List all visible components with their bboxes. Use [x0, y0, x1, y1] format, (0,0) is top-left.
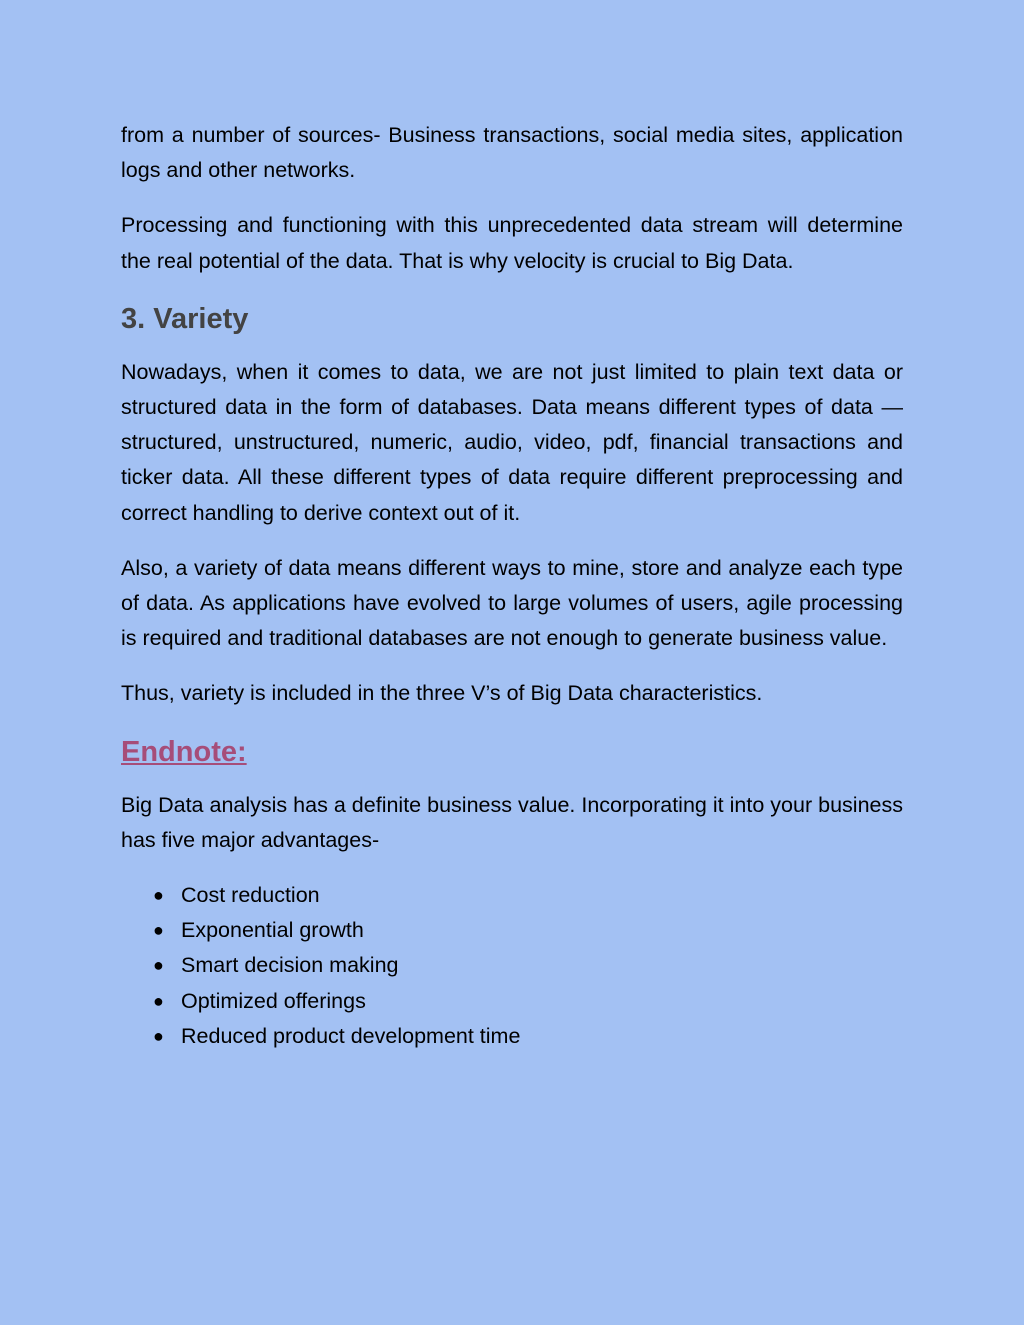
advantages-list: [121, 878, 903, 1054]
bullet-icon: ●: [153, 990, 164, 1011]
list-item: [121, 913, 903, 948]
list-item-label: Reduced product development time: [181, 1023, 521, 1048]
bullet-icon: ●: [153, 955, 164, 976]
list-item-label: Smart decision making: [181, 953, 399, 978]
list-item-label: Optimized offerings: [181, 988, 366, 1013]
list-item: [121, 984, 903, 1019]
intro-paragraph-sources: from a number of sources- Business transactions, social media sites, application logs and other networks.: [121, 123, 903, 183]
variety-heading: 3. Variety: [121, 302, 249, 335]
bullet-icon: ●: [153, 920, 164, 941]
variety-paragraph-types: Nowadays, when it comes to data, we are not just limited to plain text data or structured data in the form of databases. Data means different types of data — structured, unstructured, numeric, audio, video, pdf, financial transactions and ticker data. All these different types of data require different preprocessing and correct handling to derive context out of it.: [121, 359, 903, 525]
list-item-label: Exponential growth: [181, 918, 364, 943]
document-page: [121, 118, 903, 1054]
endnote-paragraph: Big Data analysis has a definite business value. Incorporating it into your business has five major advantages-: [121, 792, 903, 852]
bullet-icon: ●: [153, 885, 164, 906]
bullet-icon: ●: [153, 1025, 164, 1046]
list-item: [121, 1019, 903, 1054]
variety-paragraph-conclusion: Thus, variety is included in the three V’s of Big Data characteristics.: [121, 681, 763, 706]
endnote-heading: Endnote:: [121, 735, 247, 768]
list-item: [121, 878, 903, 913]
variety-paragraph-mining: Also, a variety of data means different ways to mine, store and analyze each type of data. As applications have evolved to large volumes of users, agile processing is required and traditional databases are not enough to generate business value.: [121, 555, 903, 651]
intro-paragraph-velocity: Processing and functioning with this unprecedented data stream will determine the real potential of the data. That is why velocity is crucial to Big Data.: [121, 213, 903, 273]
list-item: [121, 948, 903, 983]
list-item-label: Cost reduction: [181, 883, 320, 908]
